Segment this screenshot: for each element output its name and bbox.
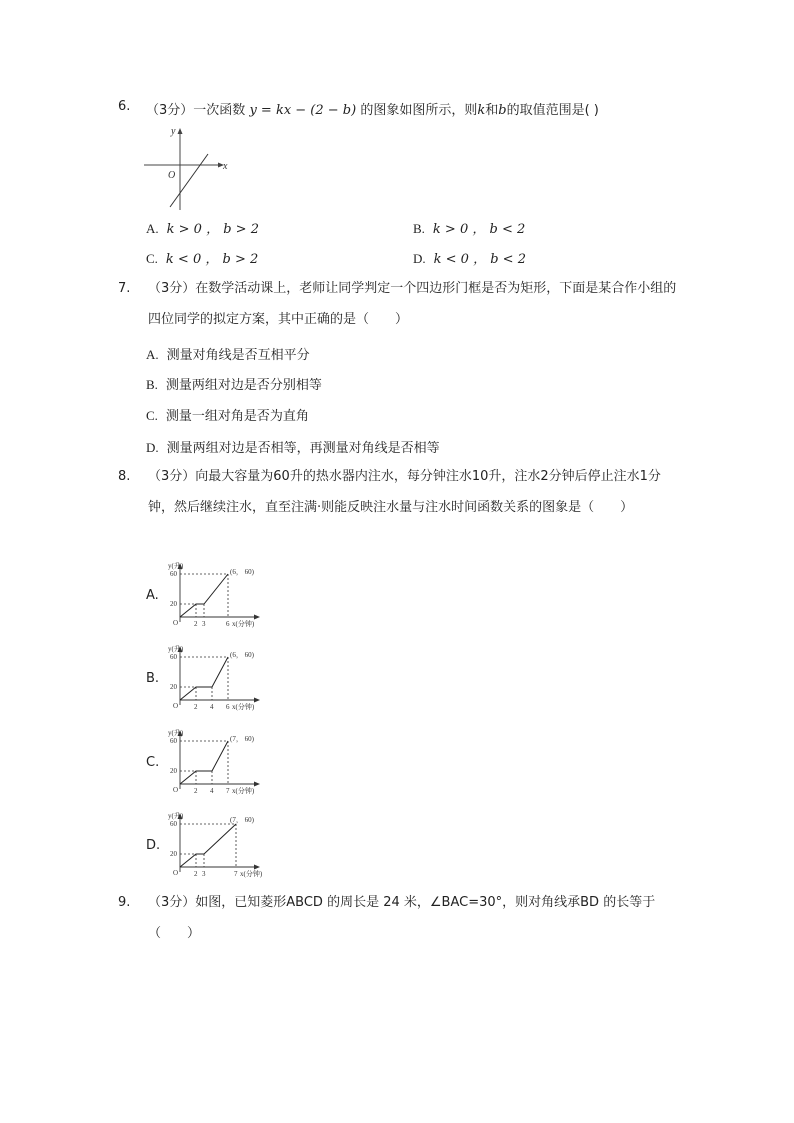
x-tick-3: 3 xyxy=(202,870,206,878)
q7-number: 7. xyxy=(118,281,131,296)
x-tick-4: 4 xyxy=(210,787,214,795)
y-axis-label: y(升) xyxy=(168,729,184,737)
q6-x-label: x xyxy=(223,161,228,172)
origin-label: O xyxy=(173,702,179,710)
x-tick-6: 6 xyxy=(226,703,230,711)
q8-graph-b xyxy=(168,643,268,713)
y-tick-60: 60 xyxy=(170,570,177,578)
q7-option-d[interactable]: D. 测量两组对边是否相等，再测量对角线是否相等 xyxy=(146,440,440,456)
y-tick-20: 20 xyxy=(170,600,177,608)
q9-stem: （3分）如图，已知菱形ABCD 的周长是 24 米，∠BAC=30°，则对角线承BD 的长等于（ ） xyxy=(148,895,656,941)
origin-label: O xyxy=(173,786,179,794)
q6-graph xyxy=(140,124,240,214)
origin-label: O xyxy=(173,869,179,877)
q7-option-c[interactable]: C. 测量一组对角是否为直角 xyxy=(146,408,309,424)
q7-stem: （3分）在数学活动课上，老师让同学判定一个四边形门框是否为矩形，下面是某合作小组的四位同学的拟定方案，其中正确的是（ ） xyxy=(148,281,677,327)
x-tick-2: 2 xyxy=(194,703,198,711)
x-axis-arrow xyxy=(254,865,260,870)
q6-function-line xyxy=(170,154,208,207)
x-axis-arrow xyxy=(254,782,260,787)
y-axis-label: y(升) xyxy=(168,645,184,653)
x-tick-2: 2 xyxy=(194,787,198,795)
q6-text-mid: 的图象如图所示，则 xyxy=(360,103,478,118)
x-axis-label: x(分钟) xyxy=(232,620,255,628)
q8-number: 8. xyxy=(118,469,131,484)
x-tick-6: 6 xyxy=(226,620,230,628)
q8-graph-a xyxy=(168,560,268,630)
q6-var-b: b xyxy=(498,103,507,118)
q6-option-a[interactable]: A. k > 0 ， b > 2 xyxy=(146,221,259,237)
q6-text-and: 和 xyxy=(485,103,499,118)
y-axis-label: y(升) xyxy=(168,812,184,820)
x-axis-arrow xyxy=(254,615,260,620)
q6-stem xyxy=(146,99,599,118)
q9-number: 9. xyxy=(118,895,131,910)
x-tick-7: 7 xyxy=(234,870,238,878)
q7-option-a[interactable]: A. 测量对角线是否互相平分 xyxy=(146,347,310,363)
q8-graph-d xyxy=(168,810,268,880)
y-tick-60: 60 xyxy=(170,737,177,745)
y-axis-label: y(升) xyxy=(168,562,184,570)
y-tick-60: 60 xyxy=(170,820,177,828)
x-tick-2: 2 xyxy=(194,620,198,628)
q6-number: 6. xyxy=(118,99,131,114)
q6-option-d[interactable]: D. k < 0 ， b < 2 xyxy=(413,251,526,267)
q6-origin-label: O xyxy=(168,170,176,181)
q6-text-after: 的取值范围是( ) xyxy=(506,103,599,118)
y-tick-20: 20 xyxy=(170,683,177,691)
x-axis-label: x(分钟) xyxy=(232,787,255,795)
q7-option-b[interactable]: B. 测量两组对边是否分别相等 xyxy=(146,377,322,393)
q8-option-b-label: B. xyxy=(146,671,160,686)
q8-stem: （3分）向最大容量为60升的热水器内注水，每分钟注水10升，注水2分钟后停止注水1分钟，然后继续注水，直至注满·则能反映注水量与注水时间函数关系的图象是（ ） xyxy=(148,469,661,515)
y-tick-20: 20 xyxy=(170,850,177,858)
question-8 xyxy=(118,461,678,523)
q8-option-a-label: A. xyxy=(146,588,159,603)
x-tick-3: 3 xyxy=(202,620,206,628)
q6-text-before: 一次函数 xyxy=(193,103,246,118)
q8-graph-c xyxy=(168,727,268,797)
q8-option-d-label: D. xyxy=(146,838,161,853)
x-axis-label: x(分钟) xyxy=(232,703,255,711)
q6-var-k: k xyxy=(477,103,486,118)
x-tick-4: 4 xyxy=(210,703,214,711)
q6-option-c[interactable]: C. k < 0 ， b > 2 xyxy=(146,251,259,267)
function-polyline xyxy=(180,657,228,700)
point-label: (6， 60) xyxy=(230,568,254,576)
y-tick-20: 20 xyxy=(170,767,177,775)
point-label: (6， 60) xyxy=(230,651,254,659)
q8-option-c-label: C. xyxy=(146,755,160,770)
x-tick-2: 2 xyxy=(194,870,198,878)
question-9 xyxy=(118,887,678,949)
point-label: (7， 60) xyxy=(230,816,254,824)
function-polyline xyxy=(180,574,228,617)
origin-label: O xyxy=(173,619,179,627)
q6-score: （3分） xyxy=(146,103,194,118)
y-tick-60: 60 xyxy=(170,653,177,661)
q6-formula: y = kx − (2 − b) xyxy=(249,103,357,118)
point-label: (7， 60) xyxy=(230,735,254,743)
q6-option-b[interactable]: B. k > 0 ， b < 2 xyxy=(413,221,526,237)
x-tick-7: 7 xyxy=(226,787,230,795)
x-axis-arrow xyxy=(254,698,260,703)
function-polyline xyxy=(180,824,236,867)
question-7 xyxy=(118,273,678,335)
function-polyline xyxy=(180,741,228,784)
q6-y-label: y xyxy=(171,126,176,137)
q6-y-arrow xyxy=(178,128,183,134)
x-axis-label: x(分钟) xyxy=(240,870,263,878)
